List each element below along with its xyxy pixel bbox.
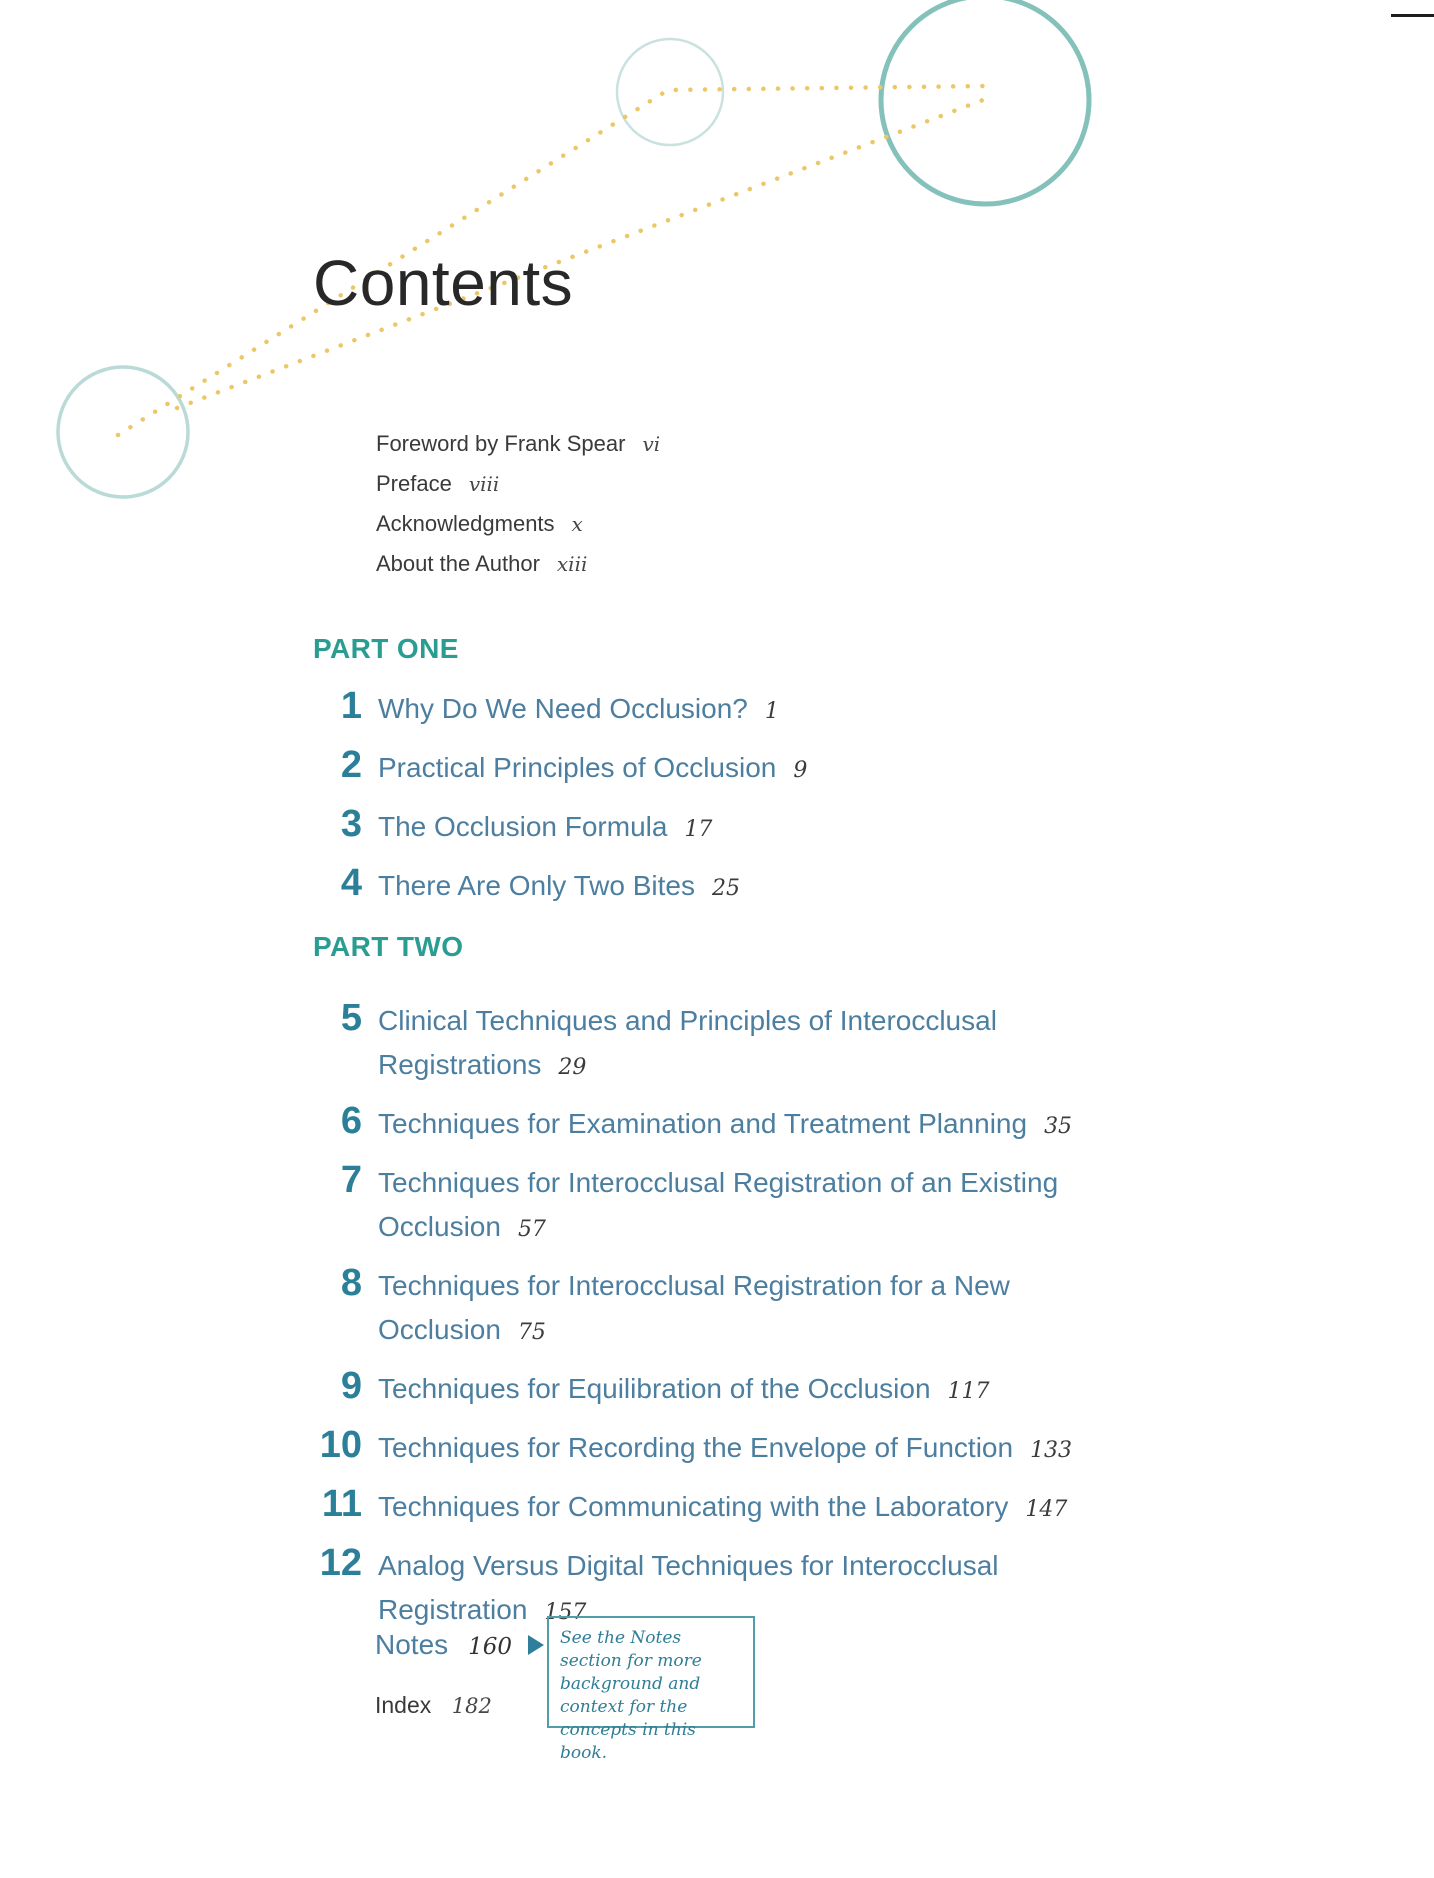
index-label: Index [375, 1692, 432, 1718]
toc-entry [280, 743, 1168, 793]
part-two-chapter-list [280, 996, 1168, 1644]
chapter-title: Techniques for Communicating with the Laboratory [378, 1491, 1009, 1522]
notes-callout-box [547, 1616, 755, 1763]
index-row [375, 1690, 492, 1724]
toc-entry [280, 802, 1168, 852]
chapter-page-number: 17 [684, 817, 713, 842]
front-matter-page-number: x [571, 512, 583, 536]
chapter-page-number: 25 [711, 876, 740, 901]
chapter-title: Clinical Techniques and Principles of Interocclusal Registrations [378, 1005, 997, 1080]
notes-page-number: 160 [468, 1634, 513, 1660]
chapter-number: 3 [340, 803, 362, 845]
chapter-page-number: 147 [1025, 1497, 1068, 1522]
chapter-page-number: 9 [793, 758, 808, 783]
chapter-number: 7 [340, 1159, 362, 1201]
chapter-number: 10 [319, 1424, 362, 1466]
chapter-page-number: 35 [1044, 1114, 1073, 1139]
part-one-heading: PART ONE [313, 633, 459, 664]
toc-entry [280, 996, 1168, 1090]
large-top-circle-decoration [881, 0, 1089, 204]
chapter-number: 12 [319, 1542, 362, 1584]
page-title: Contents [313, 247, 574, 319]
left-circle-decoration [58, 367, 188, 497]
right-arrow-icon [528, 1635, 544, 1655]
chapter-page-number: 29 [558, 1055, 587, 1080]
chapter-page-number: 157 [544, 1600, 587, 1625]
chapter-title: Practical Principles of Occlusion [378, 752, 777, 783]
index-page-number: 182 [451, 1694, 492, 1718]
part-one-chapter-list [280, 684, 1168, 920]
chapter-title: Techniques for Interocclusal Registration for a New Occlusion [378, 1270, 1010, 1345]
front-matter-label: Acknowledgments [376, 511, 555, 536]
chapter-title: Techniques for Examination and Treatment Planning [378, 1108, 1028, 1139]
front-matter-label: Preface [376, 471, 452, 496]
small-top-circle-decoration [617, 39, 723, 145]
chapter-number: 9 [340, 1365, 362, 1407]
toc-entry [280, 1261, 1168, 1355]
chapter-page-number: 75 [517, 1320, 546, 1345]
chapter-title: Techniques for Interocclusal Registration of an Existing Occlusion [378, 1167, 1059, 1242]
toc-entry [280, 684, 1168, 734]
chapter-title: The Occlusion Formula [378, 811, 668, 842]
chapter-page-number: 1 [764, 699, 779, 724]
front-matter-page-number: viii [468, 472, 500, 496]
toc-entry [280, 1482, 1168, 1532]
chapter-number: 11 [321, 1483, 362, 1525]
front-matter-page-number: xiii [556, 552, 588, 576]
dotted-line-lower [177, 98, 988, 408]
front-matter-label: About the Author [376, 551, 540, 576]
toc-entry [280, 1158, 1168, 1252]
notes-label: Notes [375, 1629, 449, 1660]
front-matter-page-number: vi [642, 432, 661, 456]
chapter-title: Why Do We Need Occlusion? [378, 693, 748, 724]
front-matter-row [376, 424, 660, 464]
front-matter-label: Foreword by Frank Spear [376, 431, 626, 456]
part-two-heading: PART TWO [313, 931, 464, 962]
notes-row [375, 1623, 544, 1667]
chapter-title: Analog Versus Digital Techniques for Interocclusal Registration [378, 1550, 999, 1625]
toc-entry [280, 861, 1168, 911]
callout-text: See the Notes section for more background and context for the concepts in this book. [560, 1628, 702, 1763]
chapter-number: 5 [340, 997, 362, 1039]
toc-entry [280, 1364, 1168, 1414]
top-right-crop-mark [1391, 14, 1434, 17]
chapter-number: 4 [340, 862, 362, 904]
chapter-number: 6 [340, 1100, 362, 1142]
front-matter-row [376, 504, 660, 544]
chapter-page-number: 133 [1030, 1438, 1073, 1463]
chapter-page-number: 57 [517, 1217, 546, 1242]
toc-entry [280, 1423, 1168, 1473]
chapter-title: Techniques for Equilibration of the Occlusion [378, 1373, 931, 1404]
chapter-number: 8 [340, 1262, 362, 1304]
front-matter-row [376, 544, 660, 584]
chapter-number: 2 [340, 744, 362, 786]
front-matter-row [376, 464, 660, 504]
chapter-title: Techniques for Recording the Envelope of Function [378, 1432, 1014, 1463]
toc-entry [280, 1099, 1168, 1149]
chapter-number: 1 [340, 685, 362, 727]
chapter-title: There Are Only Two Bites [378, 870, 695, 901]
chapter-page-number: 117 [947, 1379, 990, 1404]
front-matter-list [376, 424, 660, 584]
